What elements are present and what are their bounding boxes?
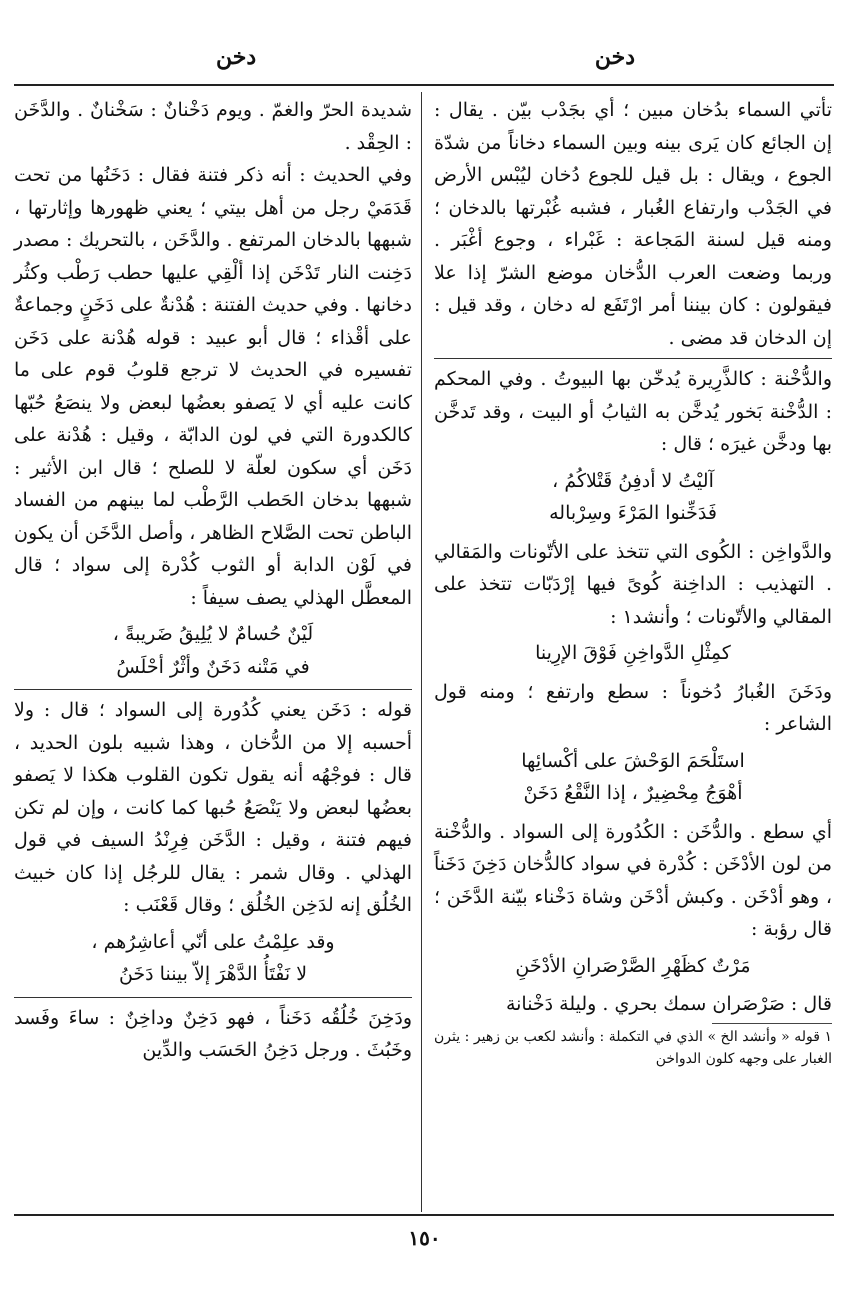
paragraph: قال : صَرْصَران سمك بحري . وليلة دَخْنانة bbox=[505, 993, 832, 1015]
right-column bbox=[434, 94, 832, 1070]
running-head-left: دخن bbox=[216, 44, 257, 70]
running-head-right: دخن bbox=[594, 44, 635, 70]
page-header bbox=[0, 44, 849, 84]
poem bbox=[14, 926, 412, 991]
paragraph: ودَخَنَ الغُبارُ دُخوناً : سطع وارتفع ؛ ومنه قول الشاعر : bbox=[434, 680, 832, 735]
paragraph: قوله : دَخَن يعني كُدُورة إلى السواد ؛ قال : ولا أحسبه إلا من الدُّخان ، وهذا شبيه بلون الحديد ، قال : فوجْهُه أنه يقول تكون القلوب هكذا لا يَصفو بعضُها لبعض ولا يَنْصَعُ حُبها كما كانت ، وإن لم تكن فيهم فتنة ، وقيل : الدَّخَن فِرِنْدُ السيف في قول الهذلي . وقال شمر : يقال للرجُل إذا كان خبيث الخُلُق إنه لدَخِن الخُلُق ؛ وقال قَعْنَب : bbox=[14, 699, 412, 916]
poem bbox=[434, 745, 832, 810]
verse: لَيْنٌ حُسامٌ لا يُلِيقُ ضَريبةً ، bbox=[112, 623, 314, 645]
column-divider bbox=[421, 92, 422, 1212]
verse: آليْتُ لا أدفِنُ قَتْلاكُمُ ، bbox=[552, 469, 714, 492]
entry-separator bbox=[14, 997, 412, 998]
poem bbox=[434, 465, 832, 530]
verse: أهْوَجُ مِحْضِيرٌ ، إذا النَّقْعُ دَخَنْ bbox=[523, 782, 743, 804]
poem bbox=[434, 637, 832, 670]
paragraph: والدُّخْنة : كالذَّرِيرة يُدخّن بها البيوتُ . وفي المحكم : الدُّخْنة بَخور يُدخَّن به الثيابُ أو البيت ، وقد تَدخَّن بها ودخَّن غيرَه ؛ قال : bbox=[434, 368, 832, 455]
left-column bbox=[14, 94, 412, 1067]
verse: لا نَفْتَأُ الدَّهْرَ إلاّ بيننا دَخَنُ bbox=[118, 963, 308, 985]
verse: فَدَخِّنوا المَرْءَ وسِرْباله bbox=[549, 502, 717, 524]
paragraph: وفي الحديث : أنه ذكر فتنة فقال : دَخَنُها من تحت قَدَمَيْ رجل من أهل بيتي ؛ يعني ظهورها وإثارتها ، شبهها بالدخان المرتفع . والدَّخَن ، بالتحريك : مصدر دَخِنت النار تَدْخَن إذا ألْقِي عليها حطب رَطْب وكثُر دخانها . وفي حديث الفتنة : هُدْنةٌ على دَخَنٍ وجماعةٌ على أقْذاء ؛ قال أبو عبيد : قوله هُدْنة على دَخَن تفسيره في الحديث لا ترجع قلوبُ قوم على ما كانت عليه أي لا يَصفو بعضُها لبعض ولا ينصَعُ حُبّها كالكدورة التي في لون الدابّة ، وقيل : هُدْنة على دَخَن أي سكون لعلّة لا للصلح ؛ قال ابن الأثير : شبهها بدخان الحَطب الرَّطْب لما بينهم من الفساد الباطن تحت الصَّلاح الظاهر ، وأصل الدَّخَن أن يكون في لَوْن الدابة أو الثوب كُدْرة إلى سواد ؛ قال المعطَّل الهذلي يصف سيفاً : bbox=[14, 164, 412, 609]
entry-separator bbox=[434, 358, 832, 359]
entry-separator bbox=[14, 689, 412, 690]
verse: في مَتْنه دَخَنٌ وأثْرٌ أحْلَسُ bbox=[116, 655, 310, 678]
verse: استَلْحَمَ الوَحْشَ على أكْسائِها bbox=[521, 749, 745, 772]
verse: وقد علِمْتُ على أنّي أعاشِرُهم ، bbox=[91, 930, 335, 953]
verse: كمِثْلِ الدَّواخِنِ فَوْقَ الإرِينا bbox=[535, 642, 731, 664]
paragraph: والدَّواخِن : الكُوى التي تتخذ على الأتّونات والمَقالي . التهذيب : الداخِنة كُوىً فيها إرْدَبّات تتخذ على المقالي والأتّونات ؛ وأنشد١ : bbox=[434, 540, 832, 628]
poem bbox=[434, 950, 832, 983]
page-number: ١٥٠ bbox=[408, 1226, 441, 1250]
paragraph: أي سطع . والدُّخَن : الكُدُورة إلى السواد . والدُّخْنة من لون الأدْخَن : كُدْرة في سواد كالدُّخان دَخِنَ دَخَناً ، وهو أدْخَن . وكبش أدْخَن وشاة دَخْناء بيّنة الدَّخَن ؛ قال رؤبة : bbox=[434, 820, 832, 940]
footnote: ١ قوله « وأنشد الخ » الذي في التكملة : وأنشد لكعب بن زهير : يثرن الغبار على وجهه كلون الدواخن bbox=[434, 1028, 832, 1067]
verse: مَرْتٌ كظَهْرِ الصَّرْصَرانِ الأدْخَنِ bbox=[515, 954, 751, 977]
paragraph: تأتي السماء بدُخان مبين ؛ أي بجَدْب بيّن . يقال : إن الجائع كان يَرى بينه وبين السماء دخاناً من شدّة الجوع ، ويقال : بل قيل للجوع دُخان ليُبْس الأرض في الجَدْب وارتفاع الغُبار ، فشبه غُبْرتها بالدخان ؛ ومنه قيل لسنة المَجاعة : غَبْراء ، وجوع أغْبَر . وربما وضعت العرب الدُّخان موضع الشرّ إذا علا فيقولون : كان بيننا أمر ارْتَفَع له دخان ، وقد قيل : إن الدخان قد مضى . bbox=[434, 99, 832, 349]
header-rule bbox=[14, 84, 834, 86]
paragraph: ودَخِنَ خُلُقُه دَخَناً ، فهو دَخِنٌ وداخِنٌ : ساءَ وفَسد وخَبُثَ . ورجل دَخِنُ الحَسَب والدِّين bbox=[14, 1006, 412, 1061]
footer-rule bbox=[14, 1214, 834, 1216]
footnote-rule bbox=[712, 1023, 832, 1024]
paragraph: شديدة الحرّ والغمّ . ويوم دَخْنانٌ : سَخْنانٌ . والدَّخَن : الحِقْد . bbox=[14, 99, 412, 154]
poem bbox=[14, 618, 412, 683]
